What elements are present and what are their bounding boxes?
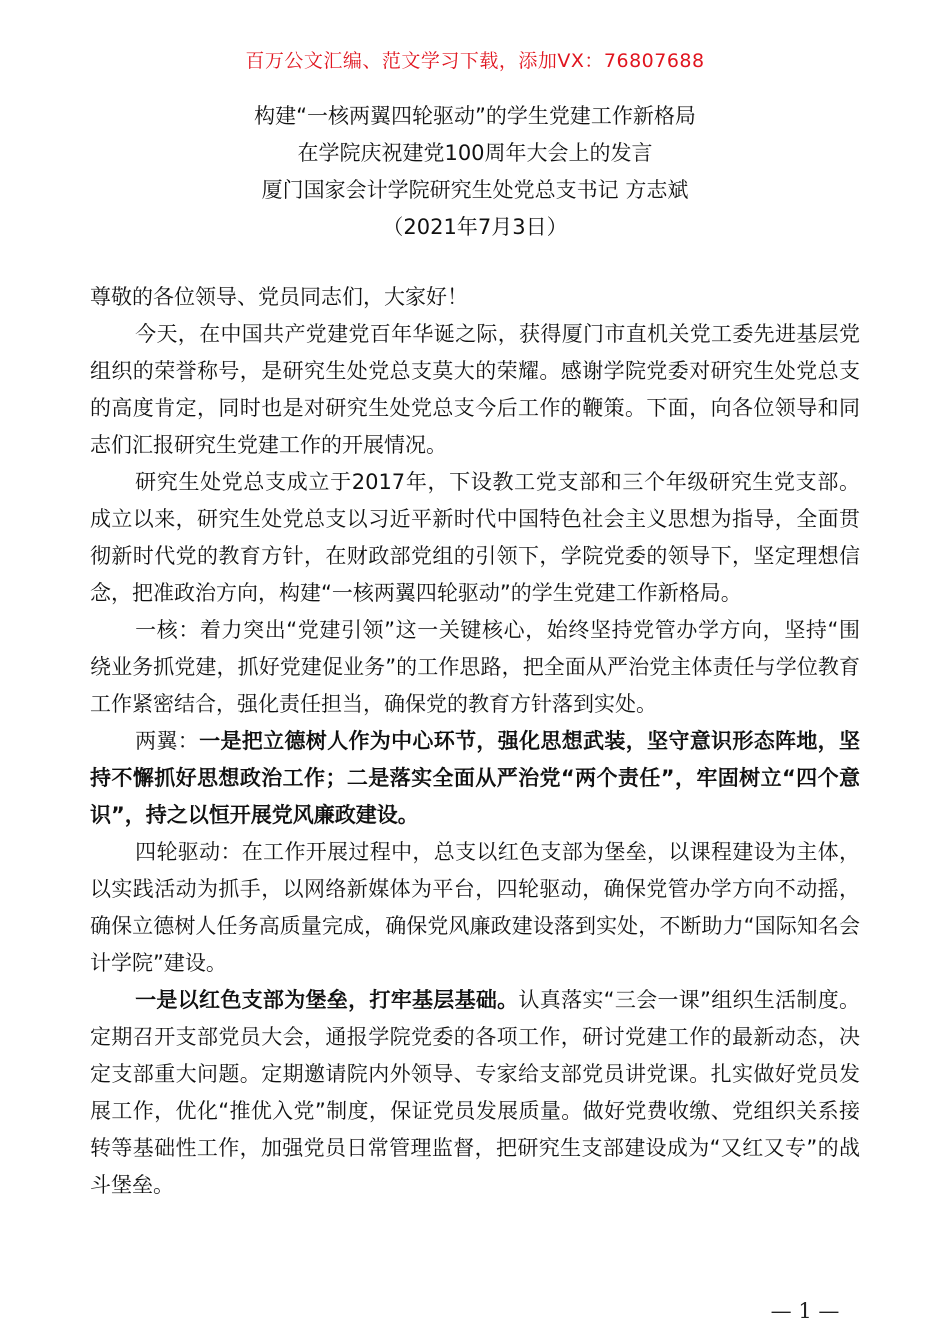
document-date: （2021年7月3日） <box>382 215 568 239</box>
paragraph-background: 研究生处党总支成立于2017年，下设教工党支部和三个年级研究生党支部。成立以来，研究生处党总支以习近平新时代中国特色社会主义思想为指导，全面贯彻新时代党的教育方针，在财政部党组的引领下，学院党委的领导下，坚定理想信念，把准政治方向，构建“一核两翼四轮驱动”的学生党建工作新格局。 <box>90 470 860 605</box>
paragraph-intro: 今天，在中国共产党建党百年华诞之际，获得厦门市直机关党工委先进基层党组织的荣誉称号，是研究生处党总支莫大的荣耀。感谢学院党委对研究生处党总支的高度肯定，同时也是对研究生处党总支今后工作的鞭策。下面，向各位领导和同志们汇报研究生党建工作的开展情况。 <box>90 322 860 457</box>
page-number: — 1 — <box>770 1299 840 1323</box>
paragraph-four-wheels: 四轮驱动：在工作开展过程中，总支以红色支部为堡垒，以课程建设为主体，以实践活动为抓手，以网络新媒体为平台，四轮驱动，确保党管办学方向不动摇，确保立德树人任务高质量完成，确保党风廉政建设落到实处，不断助力“国际知名会计学院”建设。 <box>90 840 860 975</box>
document-subtitle: 在学院庆祝建党100周年大会上的发言 <box>297 141 653 165</box>
document-title: 构建“一核两翼四轮驱动”的学生党建工作新格局 <box>254 104 696 128</box>
watermark-text: 百万公文汇编、范文学习下载，添加VX：76807688 <box>245 50 705 72</box>
document-title-block <box>0 98 950 246</box>
red-branch-heading: 一是以红色支部为堡垒，打牢基层基础。 <box>135 988 519 1012</box>
greeting-paragraph: 尊敬的各位领导、党员同志们，大家好！ <box>90 285 468 309</box>
two-wings-bold: 一是把立德树人作为中心环节，强化思想武装，坚守意识形态阵地，坚持不懈抓好思想政治工作；二是落实全面从严治党“两个责任”，牢固树立“四个意识”，持之以恒开展党风廉政建设。 <box>90 729 861 827</box>
paragraph-red-branch <box>90 982 860 1204</box>
document-author: 厦门国家会计学院研究生处党总支书记 方志斌 <box>261 178 689 202</box>
document-body <box>90 279 860 1204</box>
paragraph-one-core: 一核：着力突出“党建引领”这一关键核心，始终坚持党管办学方向，坚持“围绕业务抓党建，抓好党建促业务”的工作思路，把全面从严治党主体责任与学位教育工作紧密结合，强化责任担当，确保党的教育方针落到实处。 <box>90 618 860 716</box>
paragraph-two-wings <box>90 723 860 834</box>
red-branch-text: 认真落实“三会一课”组织生活制度。定期召开支部党员大会，通报学院党委的各项工作，研讨党建工作的最新动态，决定支部重大问题。定期邀请院内外领导、专家给支部党员讲党课。扎实做好党员发展工作，优化“推优入党”制度，保证党员发展质量。做好党费收缴、党组织关系接转等基础性工作，加强党员日常管理监督，把研究生支部建设成为“又红又专”的战斗堡垒。 <box>90 988 860 1197</box>
two-wings-lead: 两翼： <box>135 729 200 753</box>
